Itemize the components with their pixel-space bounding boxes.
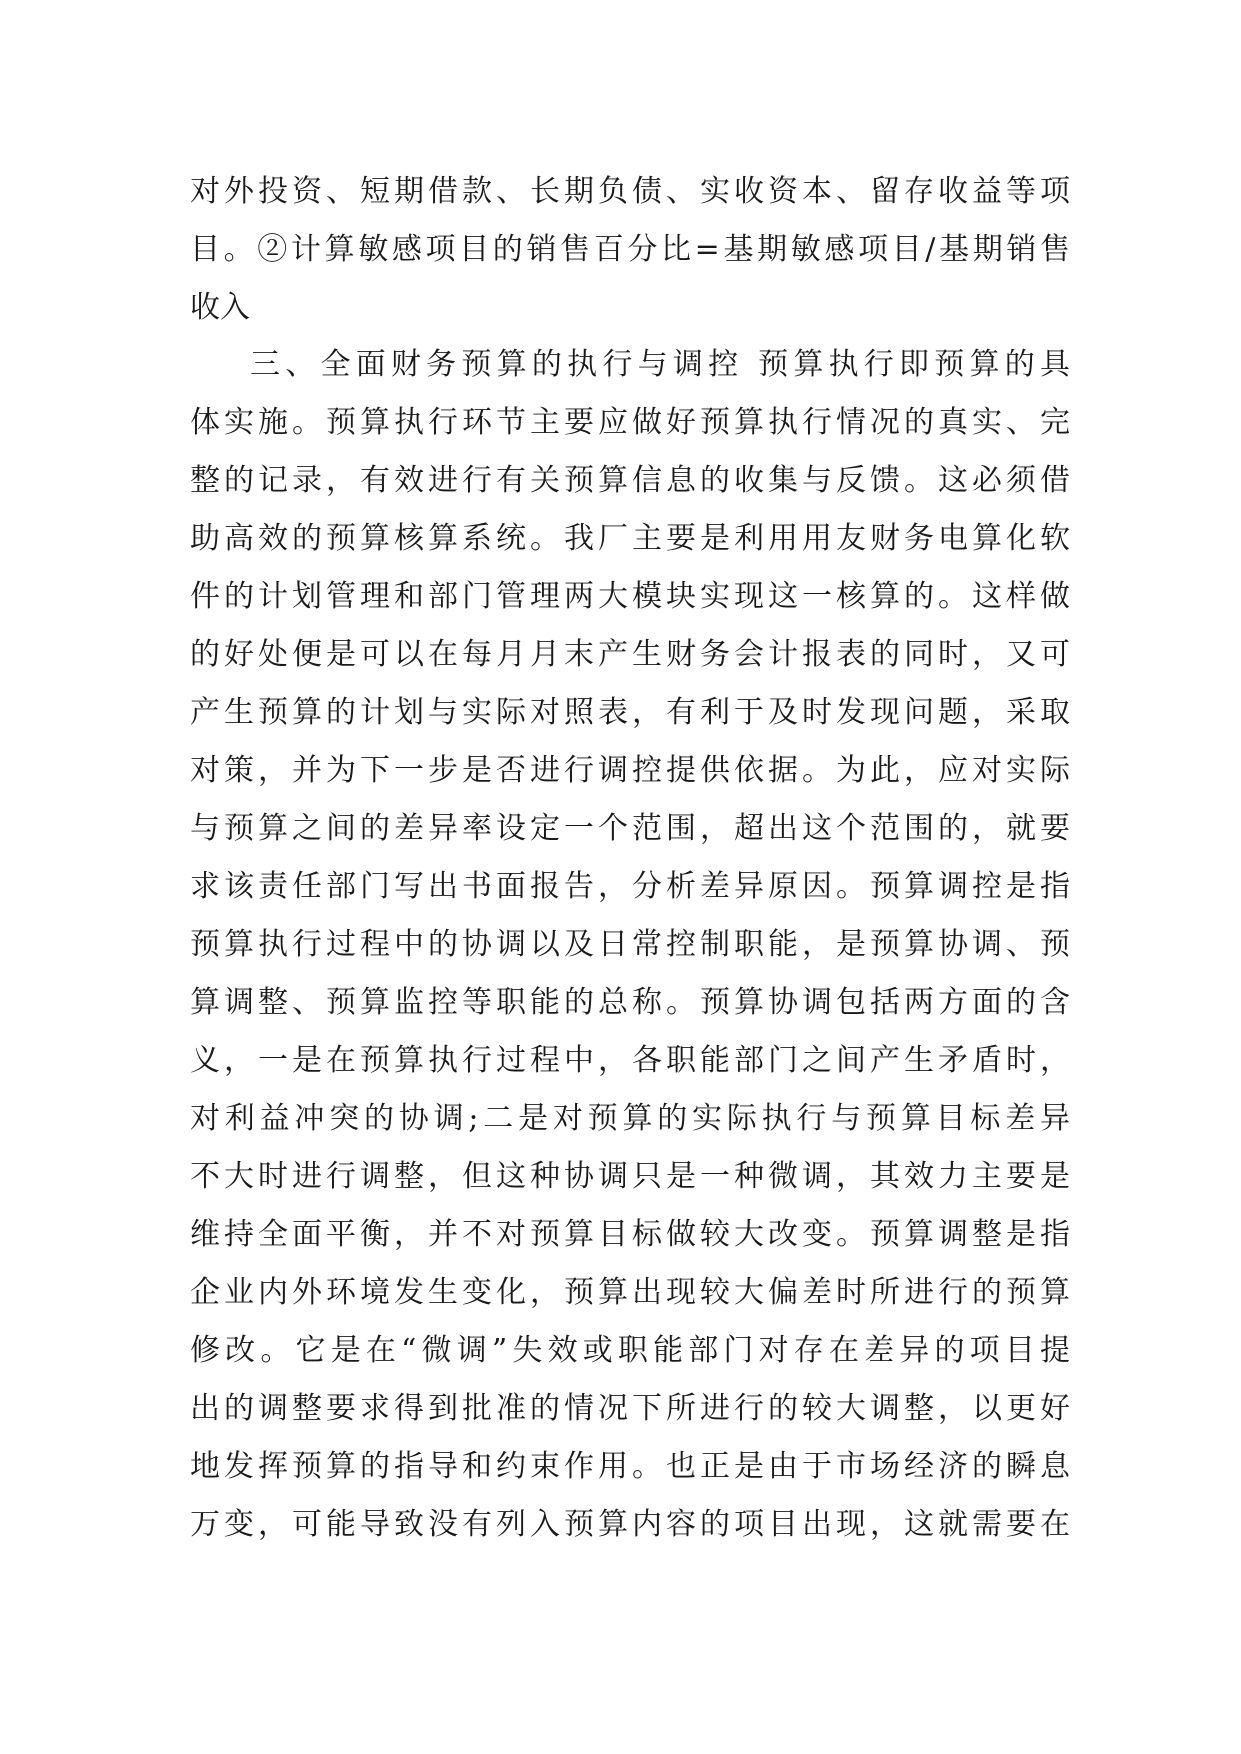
paragraph-line: 算调整、预算监控等职能的总称。预算协调包括两方面的含 [190,985,1070,1020]
paragraph-line: 产生预算的计划与实际对照表，有利于及时发现问题，采取 [190,695,1070,730]
paragraph-line: 维持全面平衡，并不对预算目标做较大改变。预算调整是指 [190,1217,1070,1252]
paragraph-line: 与预算之间的差异率设定一个范围，超出这个范围的，就要 [190,811,1070,846]
paragraph-line: 地发挥预算的指导和约束作用。也正是由于市场经济的瞬息 [190,1449,1070,1484]
paragraph-budget-execution [190,336,1070,1554]
paragraph-line: 对利益冲突的协调;二是对预算的实际执行与预算目标差异 [190,1101,1070,1136]
paragraph-line: 义，一是在预算执行过程中，各职能部门之间产生矛盾时， [190,1043,1070,1078]
paragraph-line: 收入 [190,290,250,325]
paragraph-line: 助高效的预算核算系统。我厂主要是利用用友财务电算化软 [190,521,1070,556]
paragraph-line: 万变，可能导致没有列入预算内容的项目出现，这就需要在 [190,1507,1070,1542]
paragraph-line: 体实施。预算执行环节主要应做好预算执行情况的真实、完 [190,405,1070,440]
paragraph-line: 目。②计算敏感项目的销售百分比=基期敏感项目/基期销售 [190,232,1070,267]
paragraph-line: 件的计划管理和部门管理两大模块实现这一核算的。这样做 [190,579,1070,614]
paragraph-line: 求该责任部门写出书面报告，分析差异原因。预算调控是指 [190,869,1070,904]
paragraph-line: 的好处便是可以在每月月末产生财务会计报表的同时，又可 [190,637,1070,672]
paragraph-sales-percentage [190,163,1070,337]
paragraph-line: 三、全面财务预算的执行与调控 预算执行即预算的具 [250,347,1070,382]
paragraph-line: 对外投资、短期借款、长期负债、实收资本、留存收益等项 [190,174,1070,209]
paragraph-line: 对策，并为下一步是否进行调控提供依据。为此，应对实际 [190,753,1070,788]
paragraph-line: 整的记录，有效进行有关预算信息的收集与反馈。这必须借 [190,463,1070,498]
paragraph-line: 修改。它是在“微调”失效或职能部门对存在差异的项目提 [190,1333,1070,1368]
paragraph-line: 企业内外环境发生变化，预算出现较大偏差时所进行的预算 [190,1275,1070,1310]
paragraph-line: 预算执行过程中的协调以及日常控制职能，是预算协调、预 [190,927,1070,962]
paragraph-line: 出的调整要求得到批准的情况下所进行的较大调整，以更好 [190,1391,1070,1426]
paragraph-line: 不大时进行调整，但这种协调只是一种微调，其效力主要是 [190,1159,1070,1194]
